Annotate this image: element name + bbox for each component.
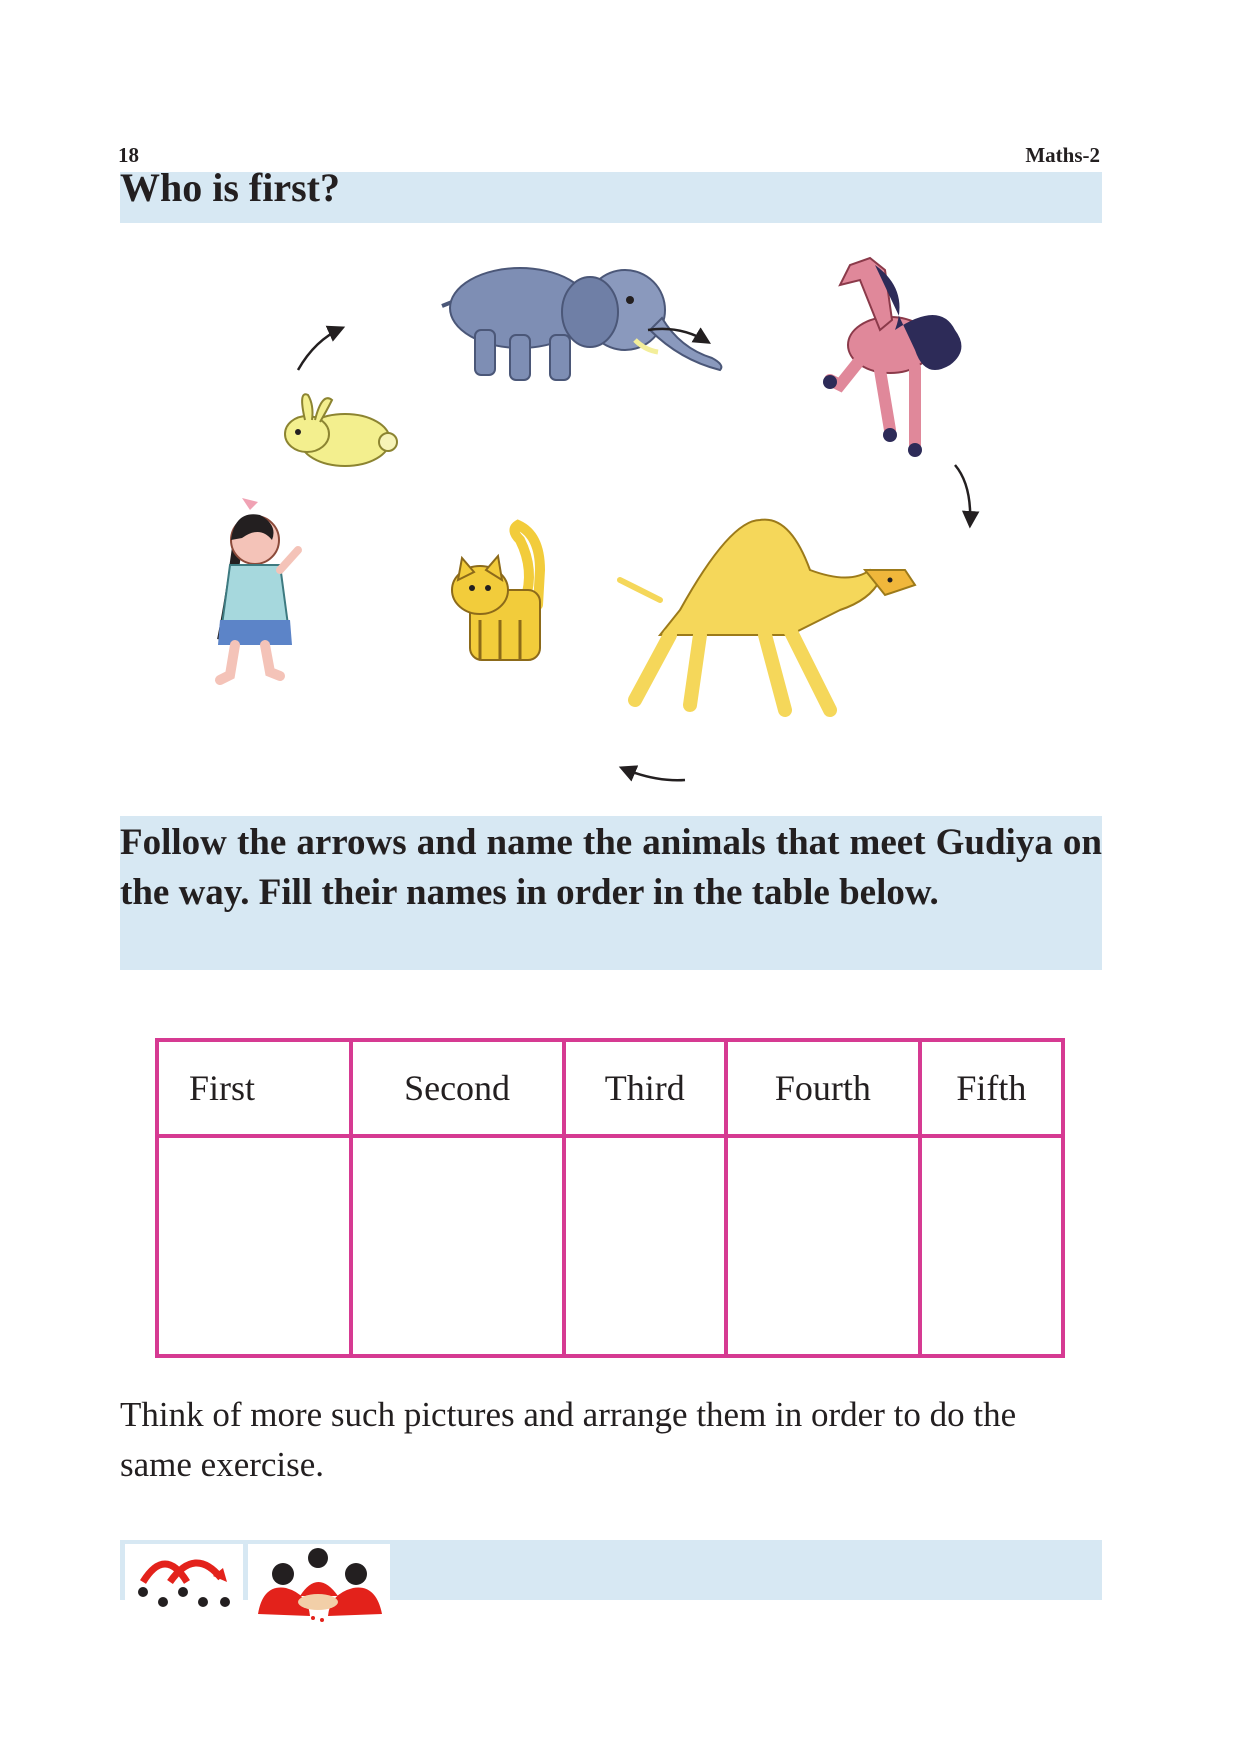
elephant-icon: [442, 268, 721, 380]
header-third: Third: [564, 1040, 727, 1136]
camel-icon: [620, 520, 915, 710]
footer-icon-box: [125, 1544, 243, 1610]
rabbit-icon: [285, 394, 397, 466]
order-table: [155, 1038, 1065, 1358]
arrow-icon: [298, 328, 342, 370]
page-heading: Who is first?: [120, 165, 340, 210]
footer-icon-box: [248, 1544, 390, 1626]
cat-icon: [452, 525, 540, 660]
children-group-icon: [248, 1544, 390, 1626]
answer-row: [157, 1136, 1063, 1356]
animal-path-illustration: [180, 240, 1060, 800]
table-header-row: [157, 1040, 1063, 1136]
arrow-icon: [622, 768, 685, 780]
book-title: Maths-2: [1025, 143, 1100, 167]
instruction-text: Follow the arrows and name the animals that meet Gudiya on the way. Fill their names in order in the table below.: [120, 822, 1102, 913]
header-second: Second: [351, 1040, 564, 1136]
page-number: 18: [118, 143, 139, 167]
answer-cell-second[interactable]: [351, 1136, 564, 1356]
followup-text: Think of more such pictures and arrange them in order to do the same exercise.: [120, 1395, 1017, 1484]
answer-cell-third[interactable]: [564, 1136, 727, 1356]
arrow-icon: [955, 465, 970, 525]
jumping-arrows-icon: [125, 1544, 243, 1610]
answer-cell-first[interactable]: [157, 1136, 351, 1356]
answer-cell-fifth[interactable]: [920, 1136, 1063, 1356]
horse-icon: [823, 258, 961, 457]
header-first: First: [157, 1040, 351, 1136]
header-fifth: Fifth: [920, 1040, 1063, 1136]
girl-icon: [218, 498, 298, 680]
header-fourth: Fourth: [726, 1040, 920, 1136]
answer-cell-fourth[interactable]: [726, 1136, 920, 1356]
